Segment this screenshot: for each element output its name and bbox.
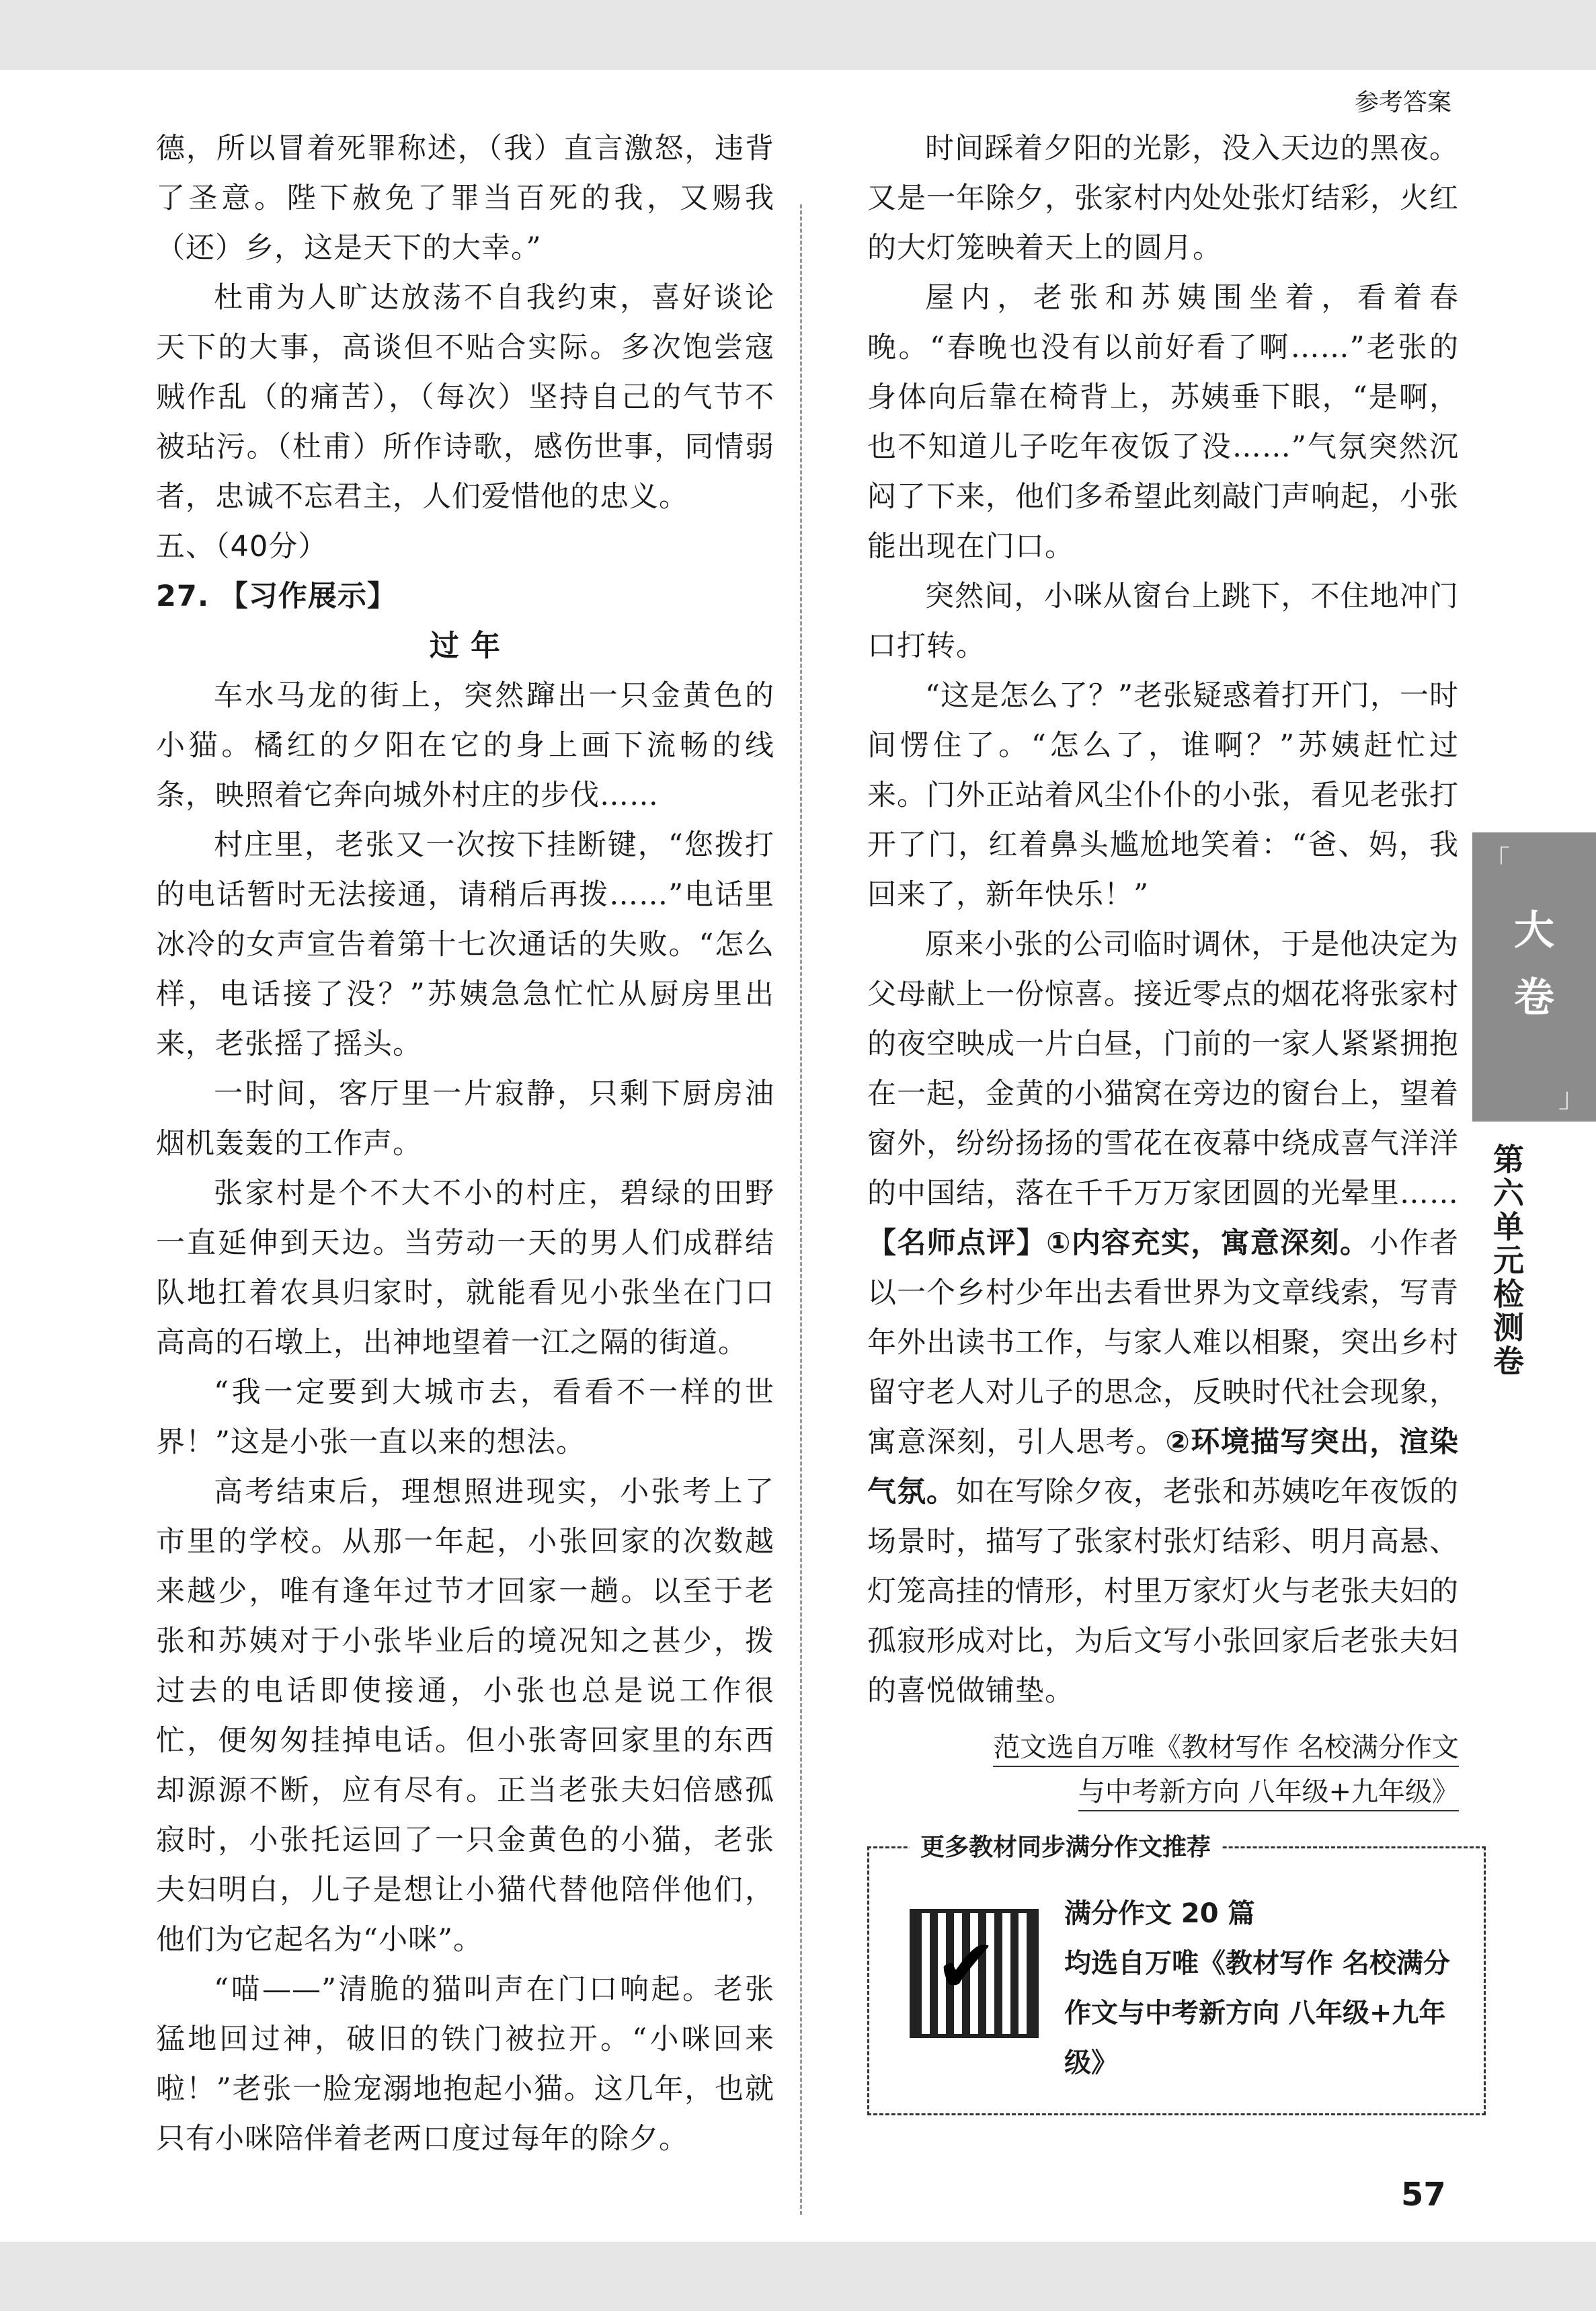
translation-paragraph: 德，所以冒着死罪称述，（我）直言激怒，违背了圣意。陛下赦免了罪当百死的我，又赐我（还）乡，这是天下的大幸。” [156,132,774,265]
review-text: 如在写除夕夜，老张和苏姨吃年夜饭的场景时，描写了张家村张灯结彩、明月高悬、灯笼高挂的情形，村里万家灯火与老张夫妇的孤寂形成对比，为后文写小张回家后老张夫妇的喜悦做铺垫。 [867,1475,1459,1708]
recommend-line: 均选自万唯《教材写作 名校满分作文与中考新方向 八年级+九年级》 [1064,1948,1450,2078]
bracket-icon: 」 [1558,1083,1585,1113]
essay-paragraph: 原来小张的公司临时调休，于是他决定为父母献上一份惊喜。接近零点的烟花将张家村的夜空映成一片白昼，门前的一家人紧紧拥抱在一起，金黄的小猫窝在旁边的窗台上，望着窗外，纷纷扬扬的雪花在夜幕中绕成喜气洋洋的中国结，落在千千万万家团圆的光晕里…… [867,928,1459,1210]
review-text: 小作者以一个乡村少年出去看世界为文章线索，写青年外出读书工作，与家人难以相聚，突出乡村留守老人对儿子的思念，反映时代社会现象，寓意深刻，引人思考。 [867,1226,1459,1459]
essay-paragraph: “喵——”清脆的猫叫声在门口响起。老张猛地回过神，破旧的铁门被拉开。“小咪回来啦！”老张一脸宠溺地抱起小猫。这几年，也就只有小咪陪伴着老两口度过每年的除夕。 [156,1973,774,2156]
recommend-text [1064,1889,1454,2088]
source-line: 与中考新方向 八年级+九年级》 [1078,1776,1459,1811]
bracket-icon: 「 [1483,845,1510,876]
essay-paragraph: 一时间，客厅里一片寂静，只剩下厨房油烟机轰轰的工作声。 [156,1077,774,1161]
essay-paragraph: “我一定要到大城市去，看看不一样的世界！”这是小张一直以来的想法。 [156,1376,774,1459]
translation-paragraph: 杜甫为人旷达放荡不自我约束，喜好谈论天下的大事，高谈但不贴合实际。多次饱尝寇贼作乱（的痛苦），（每次）坚持自己的气节不被玷污。（杜甫）所作诗歌，感伤世事，同情弱者，忠诚不忘君主，人们爱惜他的忠义。 [156,281,774,514]
recommend-title: 更多教材同步满分作文推荐 [910,1828,1222,1863]
right-column [867,124,1459,2115]
question-tag: 【习作展示】 [218,580,397,613]
source-note [867,1725,1459,1814]
recommend-line: 满分作文 20 篇 [1064,1898,1255,1929]
page-number: 57 [1401,2176,1446,2214]
question-number: 27. [156,580,210,613]
column-divider [800,204,802,2215]
checkmark-icon: ✔ [935,1923,998,2009]
essay-paragraph: 突然间，小咪从窗台上跳下，不住地冲门口打转。 [867,580,1459,663]
unit-label: 第六单元检测卷 [1488,1143,1525,1378]
teacher-review [867,1218,1459,1716]
page-header: 参考答案 [1354,89,1451,116]
essay-paragraph: 村庄里，老张又一次按下挂断键，“您拨打的电话暂时无法接通，请稍后再拨……”电话里冰冷的女声宣告着第十七次通话的失败。“怎么样，电话接了没？”苏姨急急忙忙从厨房里出来，老张摇了摇头。 [156,828,774,1061]
recommend-box [867,1834,1486,2115]
essay-paragraph: “这是怎么了？”老张疑惑着打开门，一时间愣住了。“怎么了，谁啊？”苏姨赶忙过来。门外正站着风尘仆仆的小张，看见老张打开了门，红着鼻头尴尬地笑着：“爸、妈，我回来了，新年快乐！” [867,679,1459,912]
essay-paragraph: 车水马龙的街上，突然蹿出一只金黄色的小猫。橘红的夕阳在它的身上画下流畅的线条，映照着它奔向城外村庄的步伐…… [156,679,774,812]
review-tag: 【名师点评】 [867,1226,1047,1260]
left-column [156,124,774,2164]
essay-title: 过 年 [429,629,502,663]
review-point: ①内容充实，寓意深刻。 [1046,1226,1370,1260]
essay-paragraph: 时间踩着夕阳的光影，没入天边的黑夜。又是一年除夕，张家村内处处张灯结彩，火红的大灯笼映着天上的圆月。 [867,132,1459,265]
review-point: ②环境描写突出，渲染气氛。 [867,1425,1459,1509]
side-tab [1472,832,1596,1122]
essay-paragraph: 屋内，老张和苏姨围坐着，看着春晚。“春晚也没有以前好看了啊……”老张的身体向后靠在椅背上，苏姨垂下眼，“是啊，也不知道儿子吃年夜饭了没……”气氛突然沉闷了下来，他们多希望此刻敲门声响起，小张能出现在门口。 [867,281,1459,563]
side-tab-char: 卷 [1514,974,1554,1021]
page [0,70,1596,2242]
essay-paragraph: 高考结束后，理想照进现实，小张考上了市里的学校。从那一年起，小张回家的次数越来越少，唯有逢年过节才回家一趟。以至于老张和苏姨对于小张毕业后的境况知之甚少，拨过去的电话即使接通，小张也总是说工作很忙，便匆匆挂掉电话。但小张寄回家里的东西却源源不断，应有尽有。正当老张夫妇倍感孤寂时，小张托运回了一只金黄色的小猫，老张夫妇明白，儿子是想让小猫代替他陪伴他们，他们为它起名为“小咪”。 [156,1475,774,1957]
side-tab-char: 大 [1514,907,1554,954]
essay-paragraph: 张家村是个不大不小的村庄，碧绿的田野一直延伸到天边。当劳动一天的男人们成群结队地扛着农具归家时，就能看见小张坐在门口高高的石墩上，出神地望着一江之隔的街道。 [156,1177,774,1360]
section-heading: 五、（40分） [156,530,328,563]
question-heading [156,572,774,621]
source-line: 范文选自万唯《教材写作 名校满分作文 [993,1732,1459,1767]
